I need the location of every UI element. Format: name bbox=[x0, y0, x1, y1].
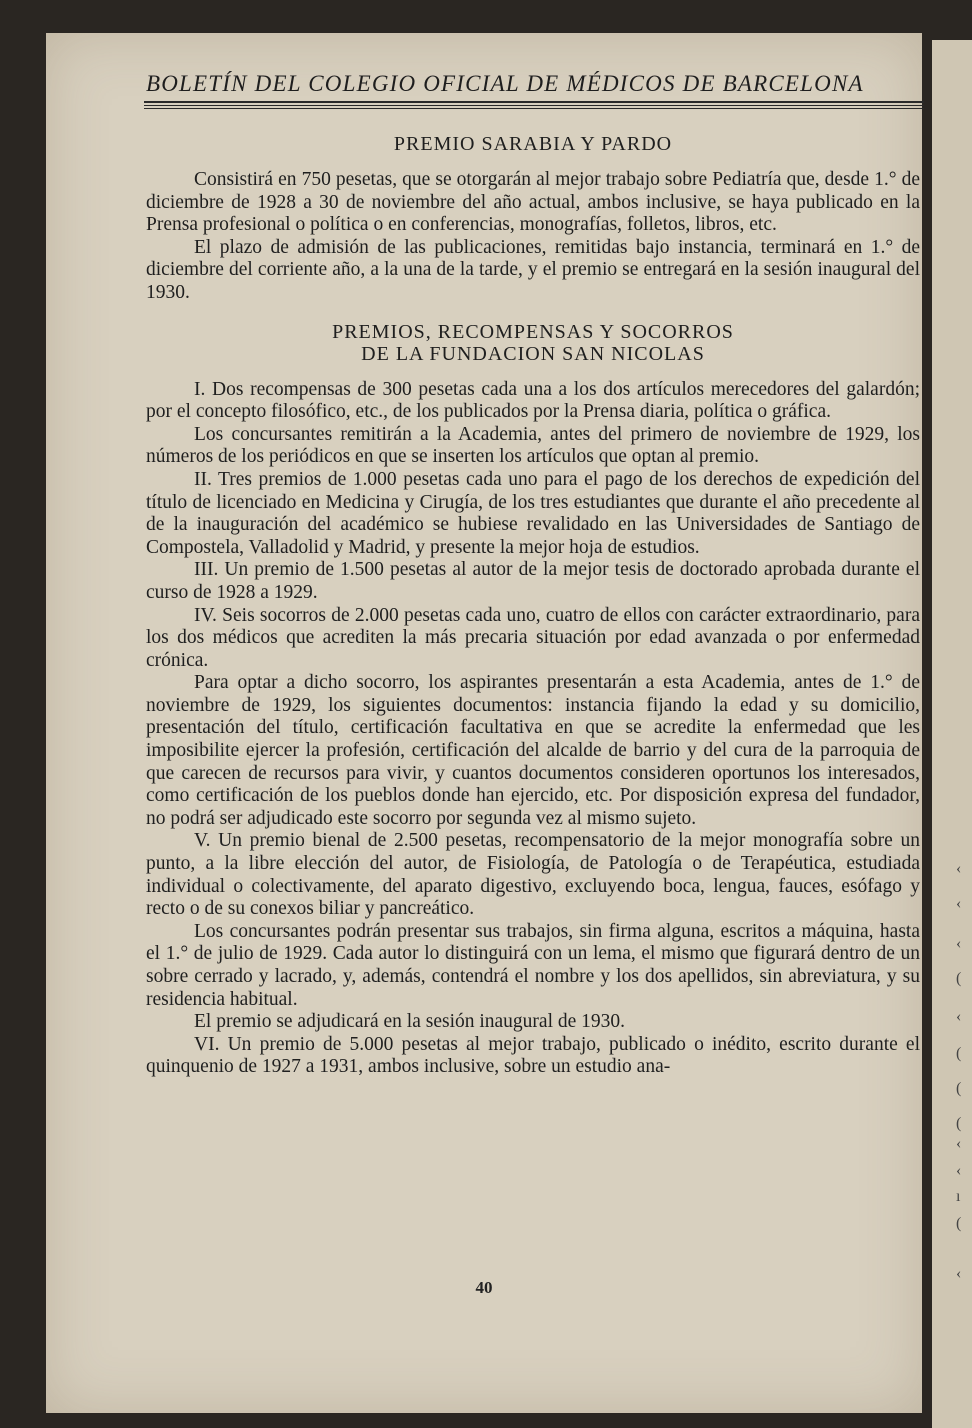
facing-page-edge bbox=[932, 40, 972, 1428]
paragraph: El premio se adjudicará en la sesión inaugural de 1930. bbox=[194, 1011, 626, 1033]
paragraph: Consistirá en 750 pesetas, que se otorgarán al mejor trabajo sobre Pediatría que, desde 1.° de diciembre de 1928 a 30 de noviembre del año actual, ambos inclusive, se haya publicado en la Prensa profesional o política o en conferencias, monografías, folletos, libros, etc. bbox=[146, 169, 920, 236]
facing-glyph: ‹ bbox=[956, 1162, 962, 1179]
facing-glyph: ( bbox=[956, 1115, 962, 1132]
running-header: BOLETÍN DEL COLEGIO OFICIAL DE MÉDICOS DE BARCELONA bbox=[146, 71, 864, 96]
facing-glyph: ( bbox=[956, 1215, 962, 1232]
section-title-fundacion bbox=[146, 321, 920, 365]
page-body bbox=[146, 125, 920, 1079]
facing-glyph: ı bbox=[956, 1188, 961, 1205]
facing-glyph: ( bbox=[956, 1045, 962, 1062]
header-rule bbox=[144, 101, 924, 103]
paragraph-item-II: II. Tres premios de 1.000 pesetas cada uno para el pago de los derechos de expedición del título de licenciado en Medicina y Cirugía, de los tres estudiantes que durante el año precedente al de la inauguración del académico se hubiese revalidado en las Universidades de Santiago de Compostela, Valladolid y Madrid, y presente la mejor hoja de estudios. bbox=[146, 468, 920, 558]
facing-glyph: ‹ bbox=[956, 1135, 962, 1152]
section-title-sarabia: PREMIO SARABIA Y PARDO bbox=[393, 133, 673, 155]
facing-glyph: ( bbox=[956, 970, 962, 987]
paragraph-item-IV: IV. Seis socorros de 2.000 pesetas cada uno, cuatro de ellos con carácter extraordinario, para los dos médicos que acrediten la más precaria situación por edad avanzada o por enfermedad crónica. bbox=[146, 604, 920, 671]
book-page bbox=[46, 33, 922, 1413]
paragraph-item-VI: VI. Un premio de 5.000 pesetas al mejor trabajo, publicado o inédito, escrito durante el quinquenio de 1927 a 1931, ambos inclusive, sobre un estudio ana- bbox=[146, 1033, 920, 1078]
title-line: DE LA FUNDACION SAN NICOLAS bbox=[361, 342, 705, 365]
paragraph-item-V: V. Un premio bienal de 2.500 pesetas, recompensatorio de la mejor monografía sobre un punto, a la libre elección del autor, de Fisiología, de Patología o de Terapéutica, estudiada individual o colectivamente, del aparato digestivo, excluyendo boca, lengua, fauces, esófago y recto o de su conexos biliar y pancreático. bbox=[146, 830, 920, 920]
paragraph-item-III: III. Un premio de 1.500 pesetas al autor de la mejor tesis de doctorado aprobada durante el curso de 1928 a 1929. bbox=[146, 559, 920, 603]
paragraph: El plazo de admisión de las publicaciones, remitidas bajo instancia, terminará en 1.° de diciembre del corriente año, a la una de la tarde, y el premio se entregará en la sesión inaugural del 1930. bbox=[146, 236, 920, 303]
facing-glyph: ‹ bbox=[956, 1008, 962, 1025]
facing-glyph: ‹ bbox=[956, 935, 962, 952]
header-rule bbox=[144, 105, 924, 106]
paragraph-item-I: I. Dos recompensas de 300 pesetas cada una a los dos artículos merecedores del galardón; por el concepto filosófico, etc., de los publicados por la Prensa diaria, política o gráfica. bbox=[146, 378, 920, 423]
facing-glyph: ‹ bbox=[956, 860, 962, 877]
facing-glyph: ‹ bbox=[956, 1265, 962, 1282]
header-rule bbox=[144, 108, 924, 109]
facing-glyph: ‹ bbox=[956, 895, 962, 912]
paragraph: Los concursantes remitirán a la Academia, antes del primero de noviembre de 1929, los números de los periódicos en que se inserten los artículos que optan al premio. bbox=[146, 423, 920, 468]
facing-glyph: ( bbox=[956, 1080, 962, 1097]
paragraph: Para optar a dicho socorro, los aspirantes presentarán a esta Academia, antes de 1.° de noviembre de 1929, los siguientes documentos: instancia fijando la edad y su domicilio, presentación del título, certificación facultativa en que se acredite la enfermedad que les imposibilite ejercer la profesión, certificación del alcalde de barrio y del cura de la parroquia de que carecen de recursos para vivir, y cuantos documentos consideren oportunos los interesados, como certificación de los pueblos donde han ejercido, etc. Por disposición expresa del fundador, no podrá ser adjudicado este socorro por segunda vez al mismo sujeto. bbox=[146, 672, 920, 829]
title-line: PREMIOS, RECOMPENSAS Y SOCORROS bbox=[332, 320, 734, 343]
paragraph: Los concursantes podrán presentar sus trabajos, sin firma alguna, escritos a máquina, hasta el 1.° de julio de 1929. Cada autor lo distinguirá con un lema, el mismo que figurará dentro de un sobre cerrado y lacrado, y, además, contendrá el nombre y los dos apellidos, sin abreviatura, y su residencia habitual. bbox=[146, 920, 920, 1010]
page-number: 40 bbox=[475, 1278, 493, 1297]
